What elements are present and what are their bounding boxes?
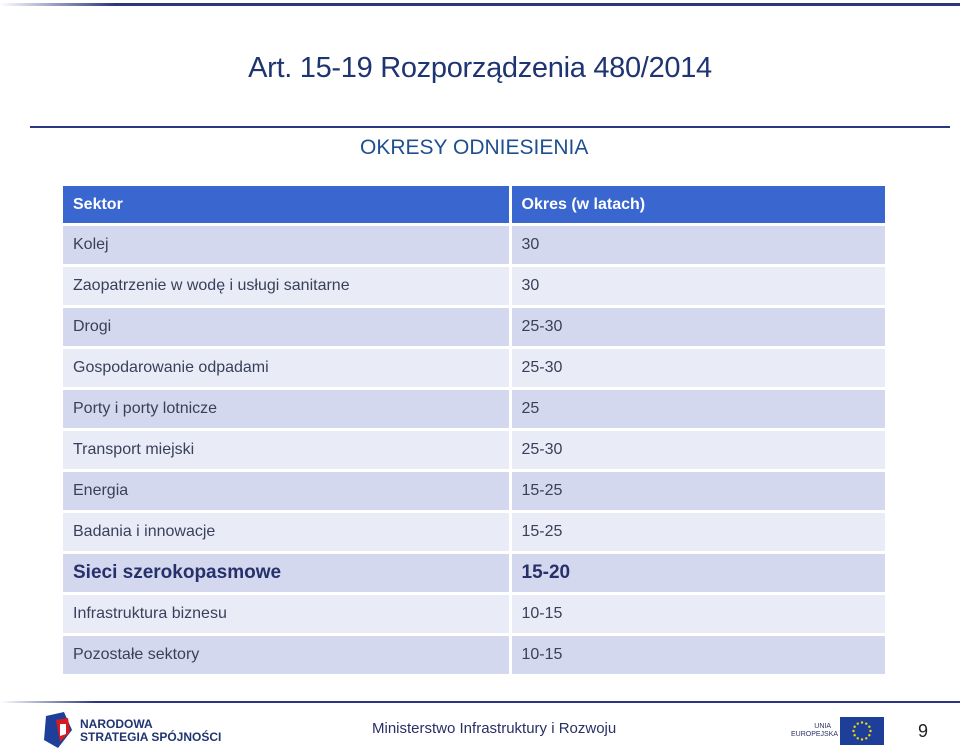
sector-cell: Sieci szerokopasmowe (63, 553, 510, 594)
footer-divider (0, 701, 960, 703)
eu-text (791, 723, 839, 739)
period-cell: 25-30 (510, 348, 885, 389)
slide-title: Art. 15-19 Rozporządzenia 480/2014 (248, 52, 712, 84)
sector-cell: Kolej (63, 225, 510, 266)
eu-star-icon (869, 730, 871, 732)
ministry-name: Ministerstwo Infrastruktury i Rozwoju (372, 720, 617, 737)
table-row (63, 430, 885, 471)
table-row (63, 348, 885, 389)
table-row (63, 225, 885, 266)
eu-star-icon (852, 730, 854, 732)
period-cell: 15-25 (510, 512, 885, 553)
sector-cell: Pozostałe sektory (63, 635, 510, 676)
sector-cell: Energia (63, 471, 510, 512)
sector-cell: Transport miejski (63, 430, 510, 471)
eu-star-icon (865, 737, 867, 739)
period-cell: 25-30 (510, 307, 885, 348)
table-row (63, 594, 885, 635)
top-divider (0, 3, 960, 6)
table-row (63, 512, 885, 553)
eu-star-icon (857, 722, 859, 724)
period-cell: 30 (510, 225, 885, 266)
sector-cell: Badania i innowacje (63, 512, 510, 553)
table-row (63, 266, 885, 307)
table-row (63, 635, 885, 676)
table-body (63, 225, 885, 676)
sector-cell: Infrastruktura biznesu (63, 594, 510, 635)
sector-cell: Gospodarowanie odpadami (63, 348, 510, 389)
table-row (63, 389, 885, 430)
sector-cell: Porty i porty lotnicze (63, 389, 510, 430)
page-number: 9 (918, 721, 929, 741)
eu-star-icon (853, 734, 855, 736)
table-row (63, 553, 885, 594)
header-sector: Sektor (63, 186, 510, 225)
nss-logo-text (80, 718, 221, 744)
eu-line2: EUROPEJSKA (791, 731, 839, 738)
header-period: Okres (w latach) (510, 186, 885, 225)
eu-star-icon (868, 734, 870, 736)
nss-line2: STRATEGIA SPÓJNOŚCI (80, 730, 222, 744)
period-cell: 30 (510, 266, 885, 307)
period-cell: 25 (510, 389, 885, 430)
eu-flag-icon (840, 717, 884, 745)
period-cell: 10-15 (510, 594, 885, 635)
period-cell: 25-30 (510, 430, 885, 471)
eu-star-icon (861, 721, 863, 723)
table-subtitle: OKRESY ODNIESIENIA (360, 136, 589, 159)
table-header-row (63, 186, 885, 225)
eu-star-icon (853, 726, 855, 728)
eu-line1: UNIA (814, 723, 831, 730)
reference-periods-table (63, 186, 885, 677)
eu-star-icon (861, 738, 863, 740)
period-cell: 15-20 (510, 553, 885, 594)
eu-star-icon (865, 722, 867, 724)
table-row (63, 307, 885, 348)
sector-cell: Drogi (63, 307, 510, 348)
table-row (63, 471, 885, 512)
period-cell: 15-25 (510, 471, 885, 512)
eu-star-icon (857, 737, 859, 739)
title-divider (30, 126, 950, 128)
nss-line1: NARODOWA (80, 717, 153, 731)
eu-star-icon (868, 726, 870, 728)
period-cell: 10-15 (510, 635, 885, 676)
sector-cell: Zaopatrzenie w wodę i usługi sanitarne (63, 266, 510, 307)
